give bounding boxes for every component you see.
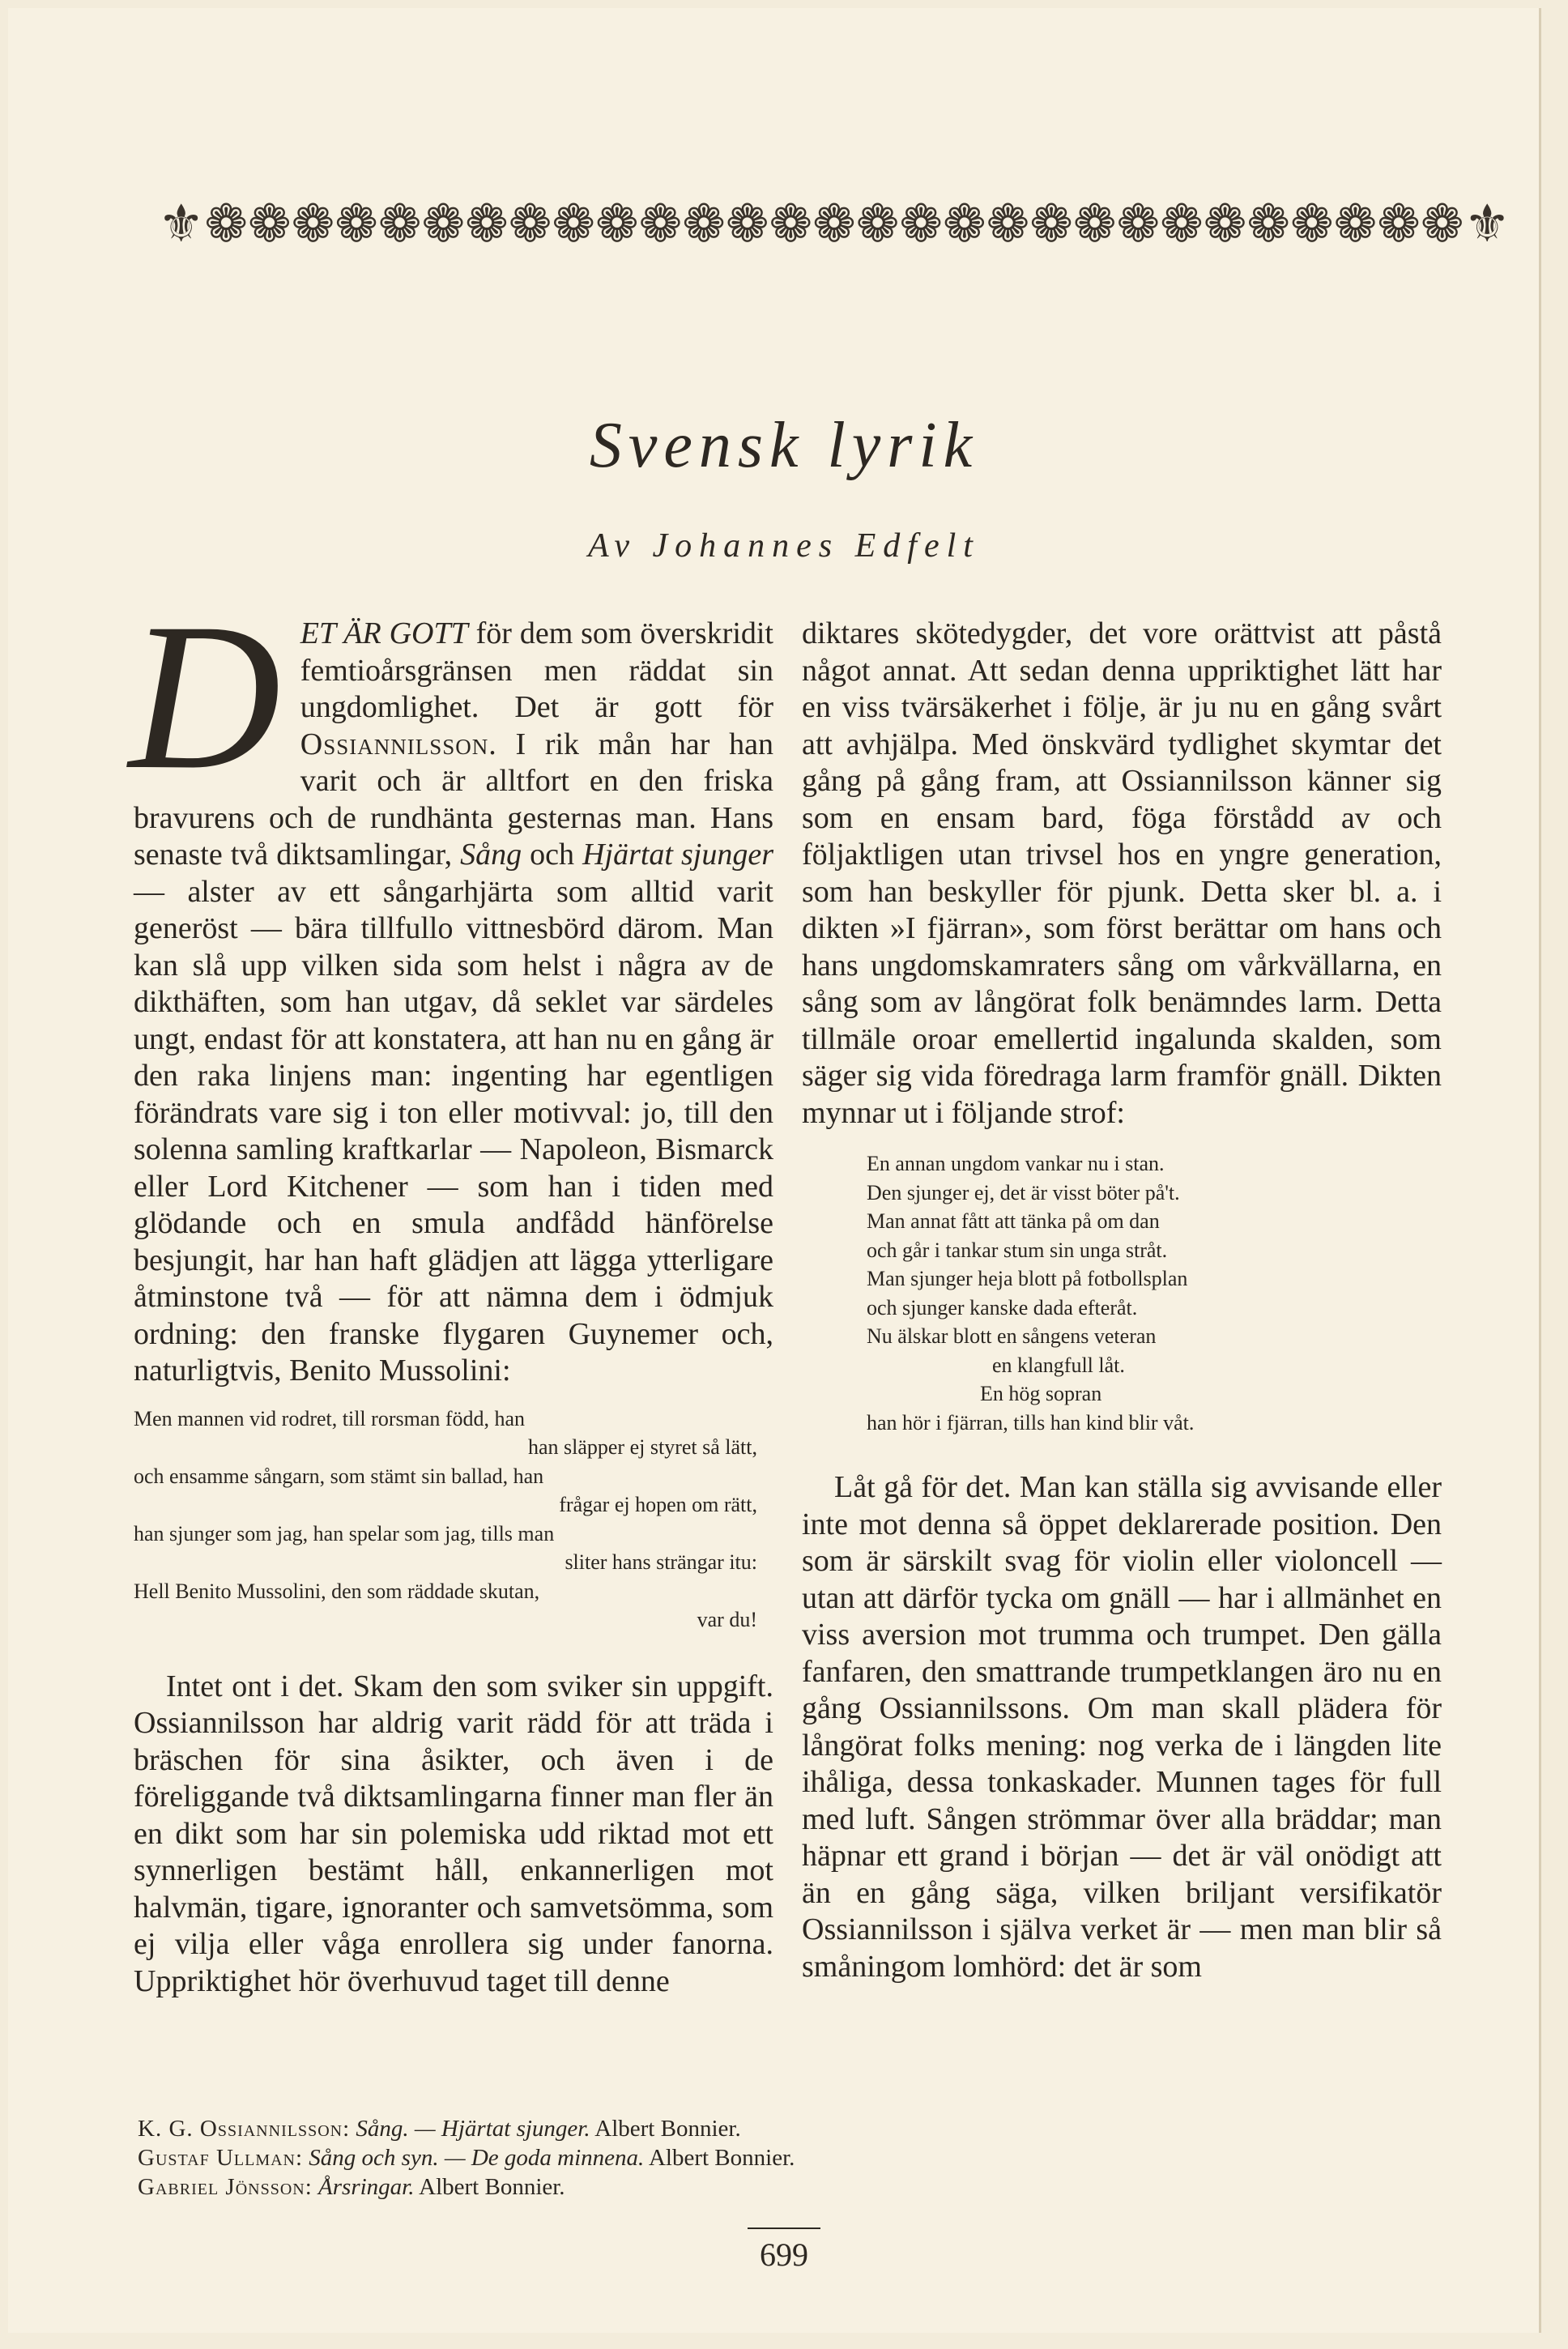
opening-caps: ET ÄR GOTT xyxy=(300,616,468,650)
poem-line: Man annat fått att tänka på om dan xyxy=(867,1209,1160,1233)
poem-line: han sjunger som jag, han spelar som jag, tills man xyxy=(134,1521,555,1545)
poem-line: Nu älskar blott en sångens veteran xyxy=(867,1324,1157,1348)
rosette-icon: ❁ xyxy=(334,195,378,253)
page-number-text: 699 xyxy=(760,2236,808,2273)
poem-line: Man sjunger heja blott på fotbollsplan xyxy=(867,1267,1188,1290)
footnote-publisher: Albert Bonnier. xyxy=(419,2174,565,2200)
footnote-works: Sång. — Hjärtat sjunger. xyxy=(356,2116,590,2142)
rosette-icon: ❁ xyxy=(638,195,683,253)
quoted-strophe xyxy=(867,1149,1442,1437)
footnote-publisher: Albert Bonnier. xyxy=(594,2116,741,2142)
rosette-icon: ❁ xyxy=(1116,195,1161,253)
rosette-icon: ❁ xyxy=(986,195,1030,253)
poem-line: frågar ej hopen om rätt, xyxy=(559,1493,757,1516)
footnote-entry xyxy=(138,2114,1353,2143)
poem-line: en klangfull låt. xyxy=(992,1353,1125,1377)
text-run: och xyxy=(522,838,583,872)
poem-line: Men mannen vid rodret, till rorsman född, han xyxy=(134,1406,526,1430)
footnote-works: Sång och syn. — De goda minnena. xyxy=(309,2145,645,2171)
decorative-ornament-band xyxy=(158,188,1510,261)
poem-line: En annan ungdom vankar nu i stan. xyxy=(867,1152,1165,1175)
poem-line: han släpper ej styret så lätt, xyxy=(527,1435,757,1459)
left-column xyxy=(129,580,773,2000)
rosette-icon: ❁ xyxy=(899,195,943,253)
poem-line: Hell Benito Mussolini, den som räddade skutan, xyxy=(134,1579,540,1603)
fleur-left-icon: ⚜ xyxy=(158,195,205,253)
intro-paragraph xyxy=(129,580,773,1390)
footnote-entry xyxy=(138,2172,1353,2202)
rosette-icon: ❁ xyxy=(1246,195,1290,253)
drop-cap: D xyxy=(129,580,281,813)
rosette-icon: ❁ xyxy=(377,195,422,253)
rosette-icon: ❁ xyxy=(812,195,856,253)
body-paragraph: Intet ont i det. Skam den som sviker sin uppgift. Ossiannilsson har aldrig varit rädd för att träda i bräschen för sina åsikter, och även i de föreliggande två diktsamlingarna finner man fler än en dikt som har sin polemiska udd riktad mot ett synnerligen bestämt håll, enkannerligen mot halvmän, tigare, ignoranter och samvetsömma, som ej vilja eller våga enrollera sig under fanorna. Uppriktighet hör överhuvud taget till denne xyxy=(134,1669,773,1998)
rosette-icon: ❁ xyxy=(769,195,813,253)
rosette-icon: ❁ xyxy=(682,195,726,253)
rosette-icon: ❁ xyxy=(1377,195,1421,253)
poem-line: En hög sopran xyxy=(980,1382,1102,1405)
fleur-right-icon: ⚜ xyxy=(1464,195,1510,253)
text-run: . I rik mån har han varit och är alltfort en den friska bravurens och de rundhänta gesternas man. Hans senaste två diktsamlingar, xyxy=(134,727,773,872)
footnote-author: Gabriel Jönsson: xyxy=(138,2174,313,2200)
rosette-icon: ❁ xyxy=(465,195,509,253)
body-paragraph: diktares skötedygder, det vore orättvist att påstå något annat. Att sedan denna uppriktighet lätt har en viss tvärsäkerhet i följe, är ju nu en gång svårt att avhjälpa. Med önskvärd tydlighet skymtar det gång på gång fram, att Ossiannilsson känner sig som en ensam bard, föga förstådd av och följaktligen utan trivsel hos en yngre generation, som han beskyller för pjunk. Detta sker bl. a. i dikten »I fjärran», som först berättar om hans och hans ungdomskamraters sång om vårkvällarna, en sång som av långörat folk benämndes larm. Detta tillmäle oroar emellertid ingalunda skalden, som säger sig vida föredraga larm framför gnäll. Dikten mynnar ut i följande strof: xyxy=(802,616,1442,1130)
footnote-works: Årsringar. xyxy=(318,2174,415,2200)
rosette-icon: ❁ xyxy=(725,195,769,253)
footnote-publisher: Albert Bonnier. xyxy=(648,2145,795,2171)
rosette-icon: ❁ xyxy=(1072,195,1117,253)
body-paragraph: Låt gå för det. Man kan ställa sig avvisande eller inte mot denna så öppet deklarerade position. Den som är särskilt svag för violin eller violoncell — utan att därför tycka om gnäll — har i allmänhet en viss aversion mot trumma och trumpet. Den gälla fanfaren, den smattrande trumpetklangen äro nu en gång Ossiannilssons. Om man skall plädera för långörat folks mening: nog verka de i längden lite ihåliga, dessa tonkaskader. Munnen tages för full med luft. Sången strömmar över alla bräddar; man häpnar ett grand i början — det är väl onödigt att än en gång säga, vilken briljant versifikatör Ossiannilsson i själva verket är — men man blir så småningom lomhörd: det är som xyxy=(802,1470,1442,1984)
footnote-entry xyxy=(138,2143,1353,2172)
quoted-poem xyxy=(134,1405,773,1635)
footnote-author: K. G. Ossiannilsson: xyxy=(138,2116,351,2142)
rosette-icon: ❁ xyxy=(248,195,292,253)
rosette-icon: ❁ xyxy=(595,195,639,253)
rosette-icon: ❁ xyxy=(855,195,900,253)
page-number xyxy=(0,2228,1568,2274)
rosette-icon: ❁ xyxy=(204,195,248,253)
book-title: Sång xyxy=(460,838,522,872)
poem-line: och ensamme sångarn, som stämt sin ballad, han xyxy=(134,1464,544,1488)
article-author: Av Johannes Edfelt xyxy=(588,527,980,565)
rosette-icon: ❁ xyxy=(943,195,986,253)
rosette-icon: ❁ xyxy=(508,195,552,253)
poem-line: sliter hans strängar itu: xyxy=(565,1550,757,1574)
poem-line: Den sjunger ej, det är visst böter på't. xyxy=(867,1180,1180,1204)
bibliography-footnotes xyxy=(138,2114,1353,2202)
poem-line: var du! xyxy=(697,1608,757,1631)
rosette-icon: ❁ xyxy=(1420,195,1464,253)
rosette-icon: ❁ xyxy=(1290,195,1334,253)
poet-name: Ossiannilsson xyxy=(300,727,489,761)
text-run: för dem som överskridit femtioårsgränsen men räddat sin ungdomlighet. Det är gott för xyxy=(300,616,773,724)
page-number-rule xyxy=(748,2228,820,2229)
right-column xyxy=(802,616,1442,1985)
rosette-icon: ❁ xyxy=(1333,195,1378,253)
rosette-icon: ❁ xyxy=(552,195,595,253)
rosette-icon: ❁ xyxy=(1029,195,1073,253)
footnote-author: Gustaf Ullman: xyxy=(138,2145,304,2171)
article-title: Svensk lyrik xyxy=(589,410,979,481)
rosette-icon: ❁ xyxy=(291,195,335,253)
rosette-icon: ❁ xyxy=(421,195,466,253)
poem-line: han hör i fjärran, tills han kind blir våt. xyxy=(867,1410,1195,1435)
poem-line: och går i tankar stum sin unga stråt. xyxy=(867,1238,1168,1262)
poem-line: och sjunger kanske dada efteråt. xyxy=(867,1295,1138,1319)
text-run: — alster av ett sångarhjärta som alltid varit generöst — bära tillfullo vittnesbörd därom. Man kan slå upp vilken sida som helst i några av de dikthäften, som han utgav, då seklet var särdeles ungt, endast för att konstatera, att han nu en gång är den raka linjens man: ingenting har egentligen förändrats vare sig i ton eller motivval: jo, till den solenna samling kraftkarlar — Napoleon, Bismarck eller Lord Kitchener — som han i tiden med glödande och en smula andfådd hänförelse besjungit, har han haft glädjen att lägga ytterligare åtminstone två — för att nämna dem i ödmjuk ordning: den franske flygaren Guynemer och, naturligtvis, Benito Mussolini: xyxy=(134,874,773,1388)
rosette-icon: ❁ xyxy=(1203,195,1247,253)
rosette-icon: ❁ xyxy=(1160,195,1204,253)
book-title: Hjärtat sjunger xyxy=(582,838,773,872)
